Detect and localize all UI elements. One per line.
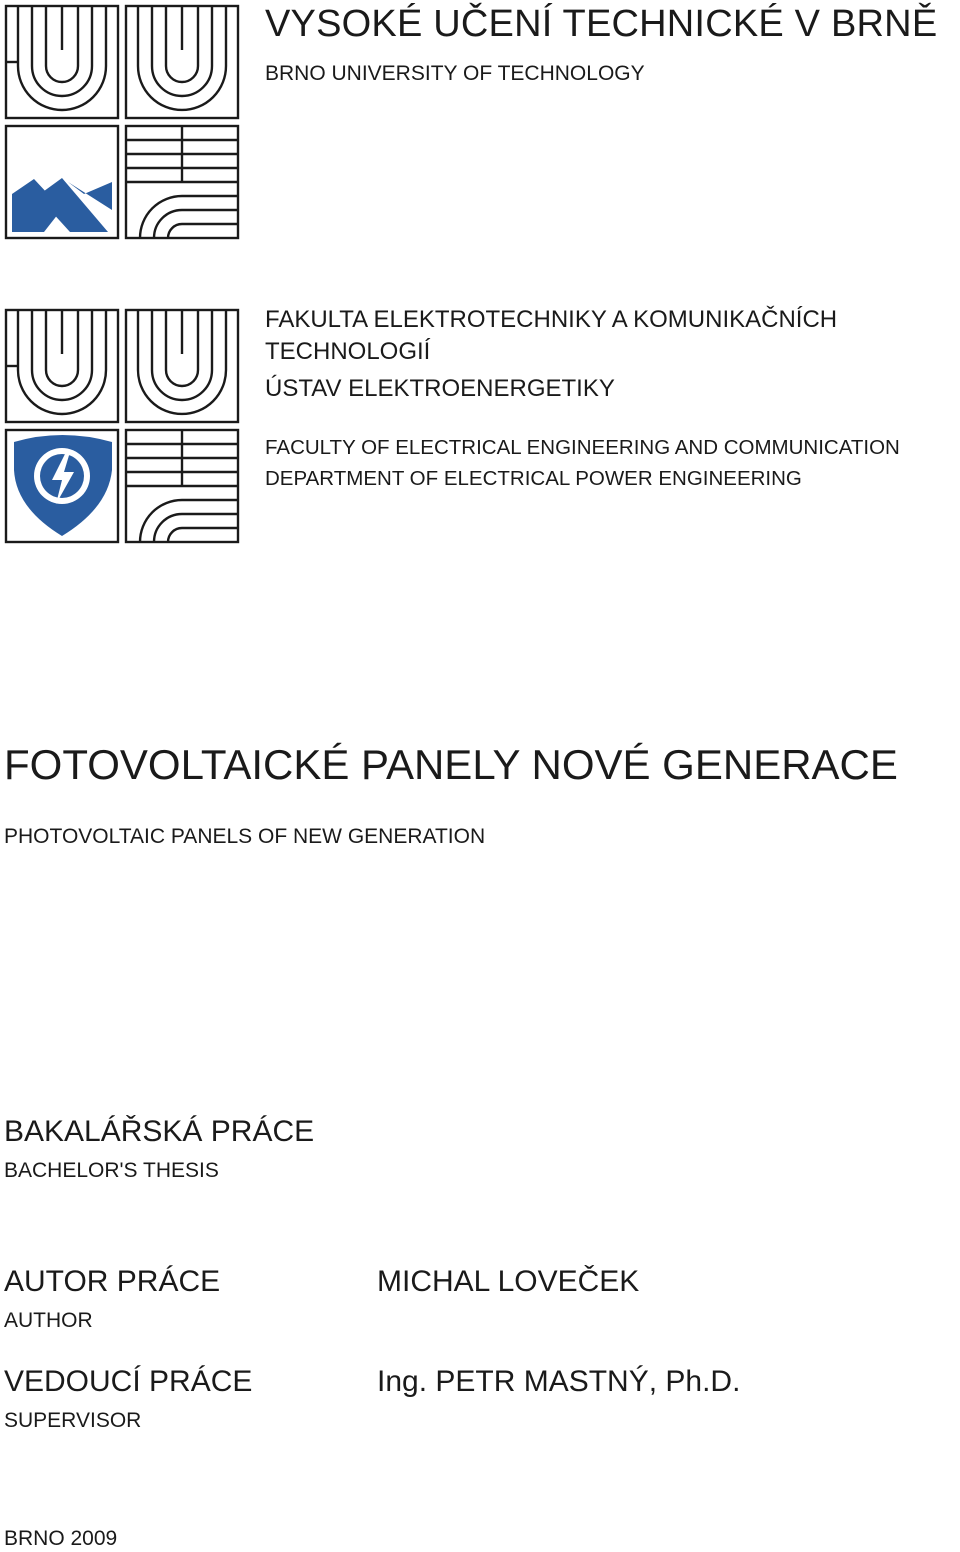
thesis-title-cz: FOTOVOLTAICKÉ PANELY NOVÉ GENERACE bbox=[4, 741, 898, 788]
faculty-logo bbox=[4, 308, 240, 546]
author-name: MICHAL LOVEČEK bbox=[377, 1265, 640, 1298]
supervisor-label-cz: VEDOUCÍ PRÁCE bbox=[4, 1365, 253, 1398]
place-year: BRNO 2009 bbox=[4, 1527, 118, 1550]
faculty-name-cz-line2: TECHNOLOGIÍ bbox=[265, 338, 431, 365]
thesis-type-en: BACHELOR'S THESIS bbox=[4, 1159, 219, 1182]
faculty-name-cz-line1: FAKULTA ELEKTROTECHNIKY A KOMUNIKAČNÍCH bbox=[265, 306, 838, 333]
department-name-en: DEPARTMENT OF ELECTRICAL POWER ENGINEERING bbox=[265, 467, 802, 490]
thesis-type-cz: BAKALÁŘSKÁ PRÁCE bbox=[4, 1115, 315, 1148]
university-name-cz: VYSOKÉ UČENÍ TECHNICKÉ V BRNĚ bbox=[265, 3, 938, 45]
university-logo-graphic bbox=[4, 4, 240, 242]
faculty-name-en: FACULTY OF ELECTRICAL ENGINEERING AND COMMUNICATION bbox=[265, 436, 900, 459]
university-name-en: BRNO UNIVERSITY OF TECHNOLOGY bbox=[265, 62, 645, 85]
thesis-title-en: PHOTOVOLTAIC PANELS OF NEW GENERATION bbox=[4, 825, 486, 848]
university-logo bbox=[4, 4, 240, 242]
department-name-cz: ÚSTAV ELEKTROENERGETIKY bbox=[265, 375, 615, 402]
supervisor-name: Ing. PETR MASTNÝ, Ph.D. bbox=[377, 1365, 741, 1398]
author-label-en: AUTHOR bbox=[4, 1309, 93, 1332]
faculty-logo-graphic bbox=[4, 308, 240, 546]
supervisor-label-en: SUPERVISOR bbox=[4, 1409, 142, 1432]
author-label-cz: AUTOR PRÁCE bbox=[4, 1265, 221, 1298]
